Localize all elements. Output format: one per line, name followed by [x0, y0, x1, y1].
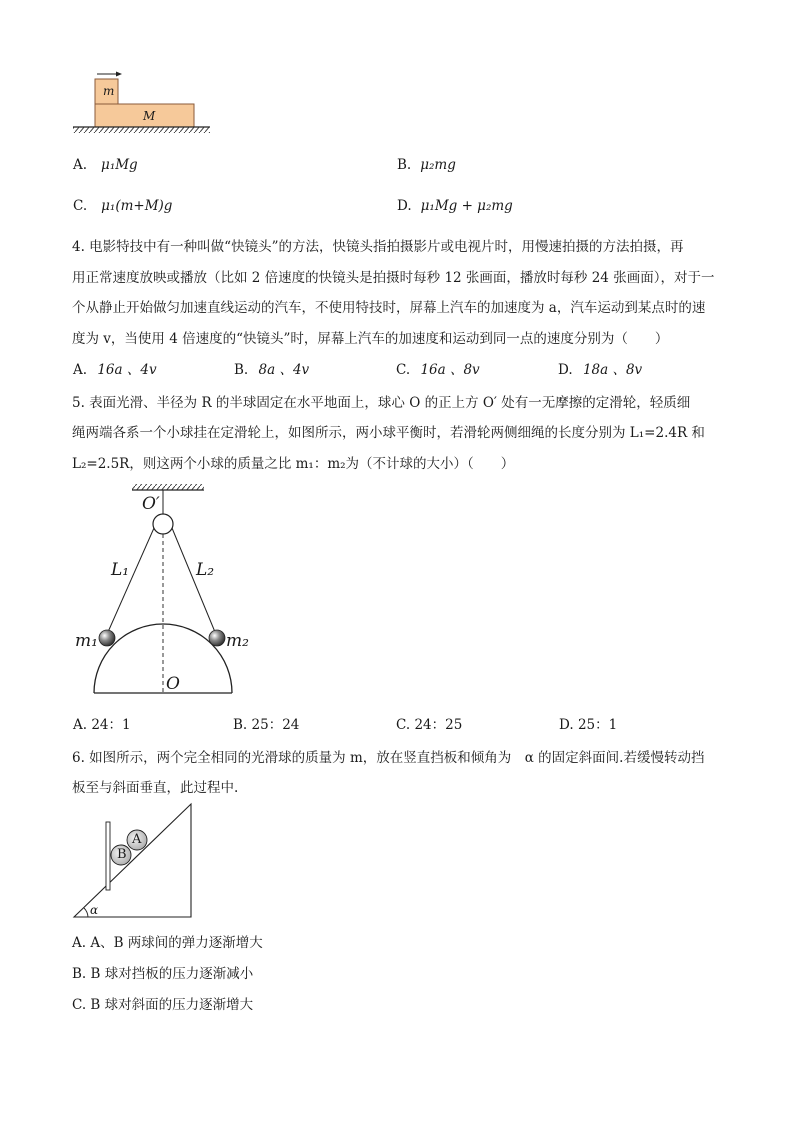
- q5-option-d: D. 25：1: [559, 717, 618, 733]
- incline: [74, 804, 191, 917]
- pulley: [153, 514, 173, 534]
- q6-line-1: 6. 如图所示，两个完全相同的光滑球的质量为 m，放在竖直挡板和倾角为 α 的固定斜面间.若缓慢转动挡: [72, 750, 705, 766]
- q4-line-3: 个从静止开始做匀加速直线运动的汽车，不使用特技时，屏幕上汽车的加速度为 a，汽车运动到某点时的速: [72, 300, 706, 316]
- q5-line-1: 5. 表面光滑、半径为 R 的半球固定在水平地面上，球心 O 的正上方 O′ 处有一无摩擦的定滑轮，轻质细: [72, 395, 691, 411]
- q4-option-b: B. 8a 、4v: [234, 362, 310, 378]
- block-M-label: M: [143, 109, 156, 123]
- label-m1: m₁: [75, 631, 98, 651]
- ball-m2: [209, 630, 225, 646]
- label-o-prime: O′: [142, 494, 160, 514]
- label-l2: L₂: [196, 560, 215, 580]
- block-m-label: m: [103, 84, 115, 98]
- q6-option-a: A. A、B 两球间的弹力逐渐增大: [72, 935, 263, 951]
- q6-option-b: B. B 球对挡板的压力逐渐减小: [72, 966, 254, 982]
- blocks-figure: [70, 66, 215, 136]
- q6-option-c: C. B 球对斜面的压力逐渐增大: [72, 997, 254, 1013]
- hemisphere-pulley-figure: [70, 480, 260, 700]
- q4-option-d: D. 18a 、8v: [558, 362, 643, 378]
- q5-option-a: A. 24：1: [73, 717, 131, 733]
- label-ball-b: B: [117, 847, 127, 862]
- q3-option-a: A. μ₁Mg: [73, 157, 138, 173]
- q3-option-d: D. μ₁Mg + μ₂mg: [397, 198, 513, 214]
- rope-l1: [108, 528, 154, 632]
- label-ball-a: A: [132, 832, 142, 847]
- q6-line-2: 板至与斜面垂直，此过程中.: [72, 780, 239, 796]
- q4-line-2: 用正常速度放映或播放（比如 2 倍速度的快镜头是拍摄时每秒 12 张画面，播放时每秒 24 张画面），对于一: [72, 270, 715, 286]
- q4-line-1: 4. 电影特技中有一种叫做“快镜头”的方法，快镜头指拍摄影片或电视片时，用慢速拍摄的方法拍摄，再: [72, 239, 684, 255]
- q5-option-b: B. 25：24: [233, 717, 300, 733]
- q5-line-3: L₂=2.5R，则这两个小球的质量之比 m₁：m₂为（不计球的大小）（ ）: [72, 456, 515, 472]
- label-o: O: [166, 674, 180, 694]
- q3-option-c: C. μ₁(m+M)g: [73, 198, 173, 214]
- label-l1: L₁: [111, 560, 130, 580]
- q5-option-c: C. 24：25: [396, 717, 463, 733]
- label-m2: m₂: [226, 631, 249, 651]
- q5-line-2: 绳两端各系一个小球挂在定滑轮上，如图所示，两小球平衡时，若滑轮两侧细绳的长度分别为 L₁=2.4R 和: [72, 425, 705, 441]
- q4-option-c: C. 16a 、8v: [396, 362, 480, 378]
- q3-option-b: B. μ₂mg: [397, 157, 456, 173]
- label-alpha: α: [90, 903, 99, 917]
- rope-l2: [172, 528, 215, 632]
- q4-option-a: A. 16a 、4v: [73, 362, 157, 378]
- baffle-board: [106, 822, 110, 890]
- q4-line-4: 度为 v，当使用 4 倍速度的“快镜头”时，屏幕上汽车的加速度和运动到同一点的速度分别为（ ）: [72, 331, 669, 347]
- ball-m1: [99, 630, 115, 646]
